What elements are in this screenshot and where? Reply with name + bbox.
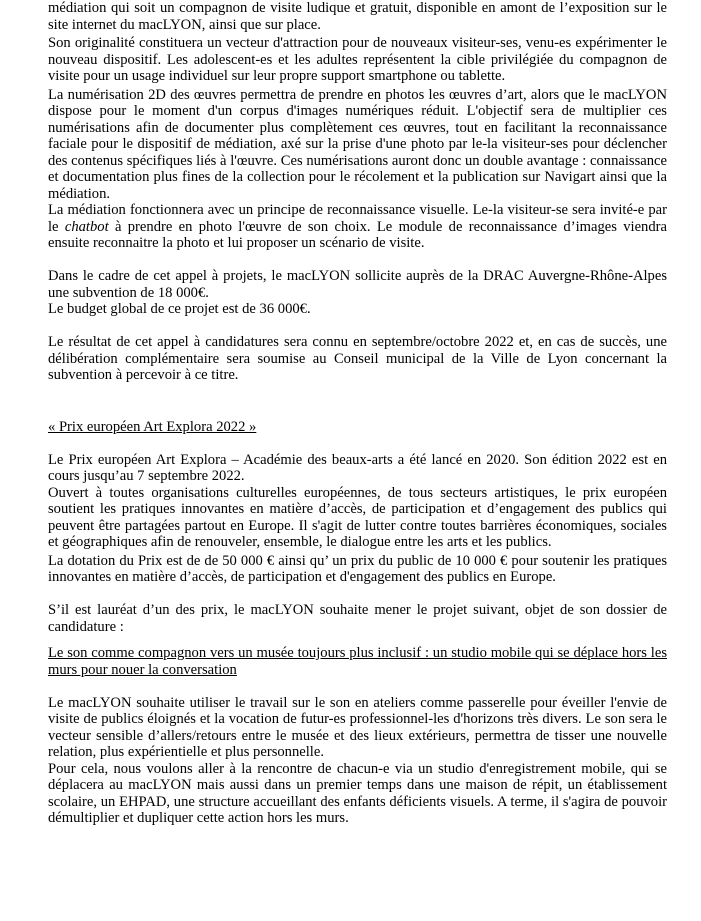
paragraph-prize-amount: La dotation du Prix est de de 50 000 € ainsi qu’ un prix du public de 10 000 € pour soutenir les pratiques innovantes en matière d’accès, de participation et d'engagement des publics en Europe. [48,552,667,585]
heading-prix-art-explora: « Prix européen Art Explora 2022 » [48,418,257,435]
paragraph-digitization: La numérisation 2D des œuvres permettra de prendre en photos les œuvres d’art, alors que le macLYON dispose pour le moment d'un corpus d'images numériques réduit. L'objectif sera de multiplier ces numérisations afin de documenter plus complètement ces œuvres, tout en facilitant la reconnaissance faciale pour le dispositif de médiation, axé sur la prise d'une photo par le-la visiteur-ses pour déclencher des contenus spécifiques liés à l'œuvre. Ces numérisations auront donc un double avantage : connaissance et documentation plus fines de la collection pour le récolement et la publication sur Navigart ainsi que la médiation. [48,86,667,202]
paragraph-laureate: S’il est lauréat d’un des prix, le macLYON souhaite mener le projet suivant, objet de son dossier de candidature : [48,602,667,635]
paragraph-result: Le résultat de cet appel à candidatures sera connu en septembre/octobre 2022 et, en cas de succès, une délibération complémentaire sera soumise au Conseil municipal de la Ville de Lyon concernant la subvention à percevoir à ce titre. [48,334,667,383]
paragraph-mobile-studio: Pour cela, nous voulons aller à la rencontre de chacun-e via un studio d'enregistrement mobile, qui se déplacera au macLYON mais aussi dans un premier temps dans une maison de répit, un établissement scolaire, un EHPAD, une structure accueillant des enfants déficients visuels. A terme, il s'agira de pouvoir démultiplier et dupliquer cette action hors les murs. [48,760,667,826]
paragraph-prize-scope: Ouvert à toutes organisations culturelles européennes, de tous secteurs artistiques, le prix européen soutient les pratiques innovantes en matière d’accès, de participation et d’engagement des publics qui peuvent être partagées partout en Europe. Il s'agit de lutter contre toutes barrières économiques, sociales et géographiques afin de renouveler, ensemble, le dialogue entre les arts et les publics. [48,484,667,550]
paragraph-visual-recognition [48,202,667,252]
paragraph-visual-recognition-start: La médiation fonctionnera avec un principe de reconnaissance visuelle. Le-la visiteur-se sera invité-e par le [48,202,667,235]
paragraph-sound-workshops: Le macLYON souhaite utiliser le travail sur le son en ateliers comme passerelle pour éveiller l'envie de visite de publics éloignés et la vocation de futur-es professionnel-les d'horizons très divers. Le son sera le vecteur sensible d’allers/retours entre le musée et des lieux extérieurs, permettra de tisser une nouvelle relation, plus expérientielle et plus personnelle. [48,694,667,760]
paragraph-originality: Son originalité constituera un vecteur d'attraction pour de nouveaux visiteur-ses, venu-es expérimenter le nouveau dispositif. Les adolescent-es et les adultes représentent la cible privilégiée du compagnon de visite pour un usage individuel sur leur propre support smartphone ou tablette. [48,35,667,84]
paragraph-drac-subsidy: Dans le cadre de cet appel à projets, le macLYON sollicite auprès de la DRAC Auvergne-Rhône-Alpes une subvention de 18 000€. [48,268,667,301]
paragraph-visual-recognition-end: à prendre en photo l'œuvre de son choix. Le module de reconnaissance d’images viendra ensuite reconnaitre la photo et lui proposer un scénario de visite. [48,218,667,251]
paragraph-prize-launch: Le Prix européen Art Explora – Académie des beaux-arts a été lancé en 2020. Son édition 2022 est en cours jusqu’au 7 septembre 2022. [48,451,667,484]
chatbot-term: chatbot [64,218,109,235]
paragraph-mediation-intro: médiation qui soit un compagnon de visite ludique et gratuit, disponible en amont de l’exposition sur le site internet du macLYON, ainsi que sur place. [48,0,667,33]
heading-sound-project: Le son comme compagnon vers un musée toujours plus inclusif : un studio mobile qui se déplace hors les murs pour nouer la conversation [48,645,667,678]
paragraph-budget: Le budget global de ce projet est de 36 000€. [48,301,311,317]
document-page [48,0,667,827]
